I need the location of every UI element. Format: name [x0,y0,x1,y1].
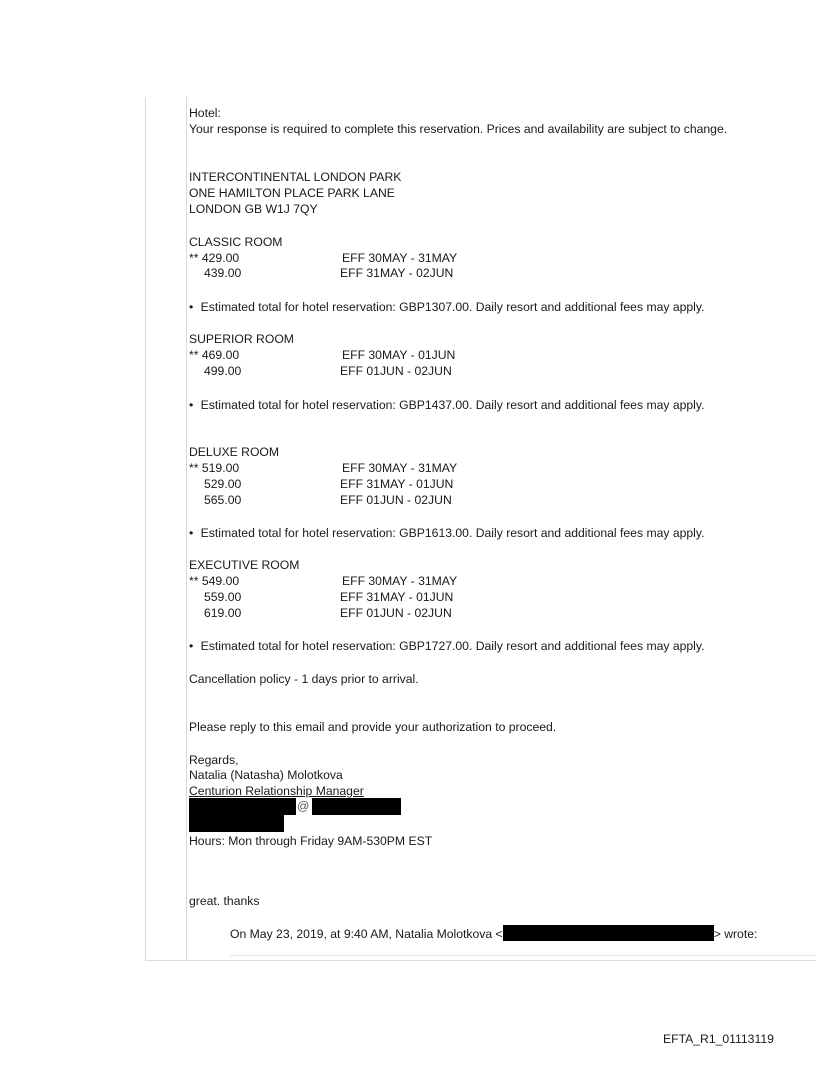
redaction-email-address [503,925,714,941]
redaction-email-user [189,798,296,815]
rate-price: ** 549.00 [189,574,240,588]
quoted-header [230,925,757,943]
hotel-city: LONDON GB W1J 7QY [189,202,318,216]
rate-row [189,477,589,493]
rate-effective-dates: EFF 30MAY - 01JUN [342,348,456,362]
cancellation-policy: Cancellation policy - 1 days prior to arrival. [189,672,419,686]
bullet: • [189,300,194,314]
rate-effective-dates: EFF 01JUN - 02JUN [340,364,452,378]
rate-row [189,606,589,622]
rate-row [189,461,589,477]
quoted-header-suffix: > wrote: [713,927,758,941]
hours: Hours: Mon through Friday 9AM-530PM EST [189,834,433,848]
left-border-outer [145,97,146,961]
rate-price: 565.00 [204,493,242,507]
estimate-line [189,300,704,316]
rate-row [189,493,589,509]
rate-price: 529.00 [204,477,242,491]
regards: Regards, [189,753,239,767]
quoted-header-prefix: On May 23, 2019, at 9:40 AM, Natalia Molotkova < [230,927,503,941]
rate-row [189,251,589,267]
quote-divider [230,955,816,956]
rate-price: 499.00 [204,364,242,378]
hotel-name: INTERCONTINENTAL LONDON PARK [189,170,402,184]
estimate-text: Estimated total for hotel reservation: GBP1307.00. Daily resort and additional fees may apply. [200,300,705,314]
reply-body: great. thanks [189,894,260,908]
estimate-text: Estimated total for hotel reservation: GBP1437.00. Daily resort and additional fees may apply. [200,398,705,412]
rate-effective-dates: EFF 31MAY - 01JUN [340,590,454,604]
rate-effective-dates: EFF 31MAY - 02JUN [340,266,454,280]
rate-price: ** 469.00 [189,348,240,362]
estimate-line [189,398,704,414]
rate-price: 439.00 [204,266,242,280]
sender-name: Natalia (Natasha) Molotkova [189,768,343,782]
rate-price: ** 519.00 [189,461,240,475]
estimate-line [189,639,704,655]
hotel-heading: Hotel: [189,106,221,120]
estimate-line [189,526,704,542]
bullet: • [189,398,194,412]
rate-price: 619.00 [204,606,242,620]
redaction-phone [189,815,284,832]
rate-price: 559.00 [204,590,242,604]
hotel-street: ONE HAMILTON PLACE PARK LANE [189,186,395,200]
room-name: SUPERIOR ROOM [189,332,294,346]
document-id: EFTA_R1_01113119 [663,1032,774,1046]
email-at-sign: @ [297,799,310,813]
rate-effective-dates: EFF 01JUN - 02JUN [340,606,452,620]
rate-row [189,364,589,380]
estimate-text: Estimated total for hotel reservation: GBP1613.00. Daily resort and additional fees may apply. [200,526,705,540]
rate-effective-dates: EFF 30MAY - 31MAY [342,251,458,265]
rate-price: ** 429.00 [189,251,240,265]
left-border-inner [186,97,187,961]
estimate-text: Estimated total for hotel reservation: GBP1727.00. Daily resort and additional fees may apply. [200,639,705,653]
sender-title: Centurion Relationship Manager [189,784,364,798]
rate-row [189,590,589,606]
bottom-border [145,960,816,961]
rate-row [189,266,589,282]
rate-effective-dates: EFF 31MAY - 01JUN [340,477,454,491]
redaction-email-domain [312,798,401,815]
rate-row [189,574,589,590]
bullet: • [189,526,194,540]
response-required-text: Your response is required to complete this reservation. Prices and availability are subject to change. [189,122,728,136]
room-name: DELUXE ROOM [189,445,280,459]
rate-row [189,348,589,364]
reply-request: Please reply to this email and provide your authorization to proceed. [189,720,557,734]
rate-effective-dates: EFF 30MAY - 31MAY [342,574,458,588]
rate-effective-dates: EFF 30MAY - 31MAY [342,461,458,475]
room-name: CLASSIC ROOM [189,235,283,249]
bullet: • [189,639,194,653]
rate-effective-dates: EFF 01JUN - 02JUN [340,493,452,507]
room-name: EXECUTIVE ROOM [189,558,300,572]
